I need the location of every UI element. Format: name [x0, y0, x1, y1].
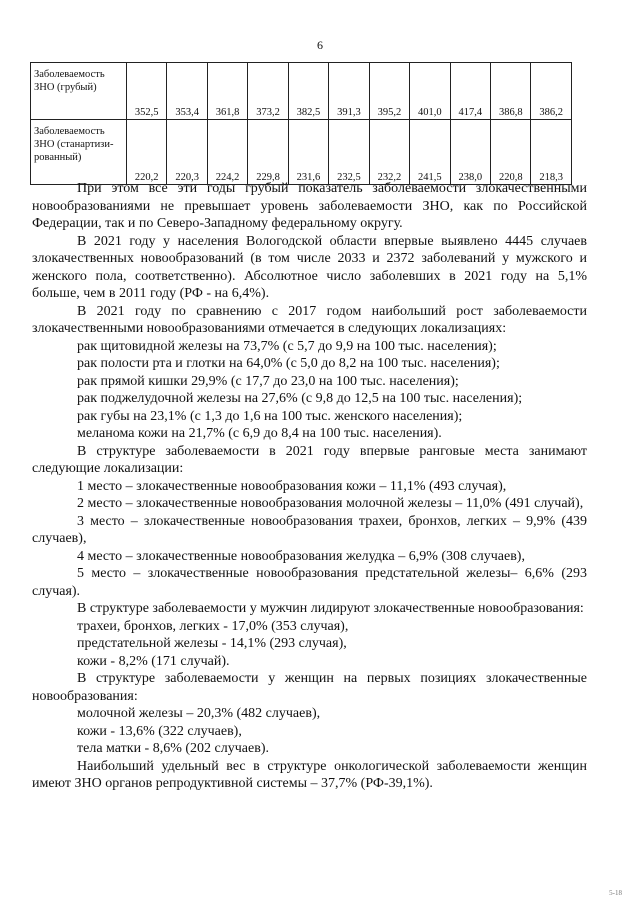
- table-cell: 220,8: [491, 120, 531, 185]
- list-item: 3 место – злокачественные новообразования трахеи, бронхов, легких – 9,9% (439 случаев),: [32, 513, 587, 546]
- list-item: трахеи, бронхов, легких - 17,0% (353 случая),: [77, 618, 349, 634]
- table-cell: 352,5: [126, 63, 166, 120]
- table-cell: 391,3: [329, 63, 369, 120]
- table-cell: 382,5: [288, 63, 328, 120]
- table-cell: 218,3: [531, 120, 572, 185]
- table-cell: 224,2: [207, 120, 247, 185]
- list-item: тела матки - 8,6% (202 случаев).: [77, 741, 269, 756]
- document-body: [32, 180, 587, 793]
- table-cell: 238,0: [450, 120, 490, 185]
- table-cell: 241,5: [410, 120, 450, 185]
- paragraph: В структуре заболеваемости в 2021 году впервые ранговые места занимают следующие локализации:: [32, 443, 587, 476]
- table-cell: 232,5: [329, 120, 369, 185]
- page-number: 6: [317, 38, 323, 52]
- list-item: рак губы на 23,1% (с 1,3 до 1,6 на 100 тыс. женского населения);: [77, 408, 463, 424]
- paragraph: В 2021 году по сравнению с 2017 годом наибольший рост заболеваемости злокачественными новообразованиями отмечается в следующих локализациях:: [32, 303, 587, 336]
- table-cell: 361,8: [207, 63, 247, 120]
- list-item: рак щитовидной железы на 73,7% (с 5,7 до 9,9 на 100 тыс. населения);: [77, 338, 497, 354]
- incidence-table: [30, 62, 572, 185]
- paragraph: В структуре заболеваемости у мужчин лидируют злокачественные новообразования:: [77, 601, 584, 616]
- row-label: Заболеваемость ЗНО (грубый): [31, 63, 127, 120]
- table-cell: 401,0: [410, 63, 450, 120]
- table-cell: 353,4: [167, 63, 207, 120]
- table-cell: 373,2: [248, 63, 288, 120]
- table-cell: 220,2: [126, 120, 166, 185]
- table-cell: 386,2: [531, 63, 572, 120]
- list-item: рак поджелудочной железы на 27,6% (с 9,8 до 12,5 на 100 тыс. населения);: [77, 391, 523, 406]
- paragraph: Наибольший удельный вес в структуре онкологической заболеваемости женщин имеют ЗНО органов репродуктивной системы – 37,7% (РФ-39,1%).: [32, 758, 587, 791]
- list-item: предстательной железы - 14,1% (293 случая),: [77, 636, 347, 651]
- table-cell: 395,2: [369, 63, 409, 120]
- table-row: [31, 120, 572, 185]
- paragraph: В 2021 году у населения Вологодской области впервые выявлено 4445 случаев злокачественных новообразований (в том числе 2033 и 2372 заболеваний у мужского и женского пола, соответственно). Абсолютное число заболевших в 2021 году на 5,1% больше, чем в 2011 году (РФ - на 6,4%).: [32, 233, 587, 301]
- corner-mark: 5-18: [609, 889, 622, 897]
- list-item: рак прямой кишки 29,9% (с 17,7 до 23,0 на 100 тыс. населения);: [77, 373, 459, 389]
- list-item: 5 место – злокачественные новообразования предстательной железы– 6,6% (293 случая).: [32, 566, 587, 599]
- table-cell: 220,3: [167, 120, 207, 185]
- table-cell: 386,8: [491, 63, 531, 120]
- list-item: 2 место – злокачественные новообразования молочной железы – 11,0% (491 случай),: [77, 496, 584, 511]
- row-label: Заболеваемость ЗНО (станартизи-рованный): [31, 120, 127, 185]
- paragraph: В структуре заболеваемости у женщин на первых позициях злокачественные новообразования:: [32, 671, 587, 704]
- list-item: 1 место – злокачественные новообразования кожи – 11,1% (493 случая),: [77, 478, 507, 494]
- table-cell: 231,6: [288, 120, 328, 185]
- list-item: рак полости рта и глотки на 64,0% (с 5,0 до 8,2 на 100 тыс. населения);: [77, 356, 500, 371]
- table-row: [31, 63, 572, 120]
- table-cell: 229,8: [248, 120, 288, 185]
- list-item: кожи - 8,2% (171 случай).: [77, 653, 230, 669]
- list-item: меланома кожи на 21,7% (с 6,9 до 8,4 на 100 тыс. населения).: [77, 426, 442, 441]
- paragraph: При этом все эти годы грубый показатель заболеваемости злокачественными новообразованиями не превышает уровень заболеваемости ЗНО, как по Российской Федерации, так и по Северо-Западному федеральному округу.: [32, 181, 587, 231]
- list-item: кожи - 13,6% (322 случаев),: [77, 723, 242, 739]
- table-cell: 232,2: [369, 120, 409, 185]
- list-item: молочной железы – 20,3% (482 случаев),: [77, 706, 321, 721]
- list-item: 4 место – злокачественные новообразования желудка – 6,9% (308 случаев),: [77, 548, 525, 564]
- table-cell: 417,4: [450, 63, 490, 120]
